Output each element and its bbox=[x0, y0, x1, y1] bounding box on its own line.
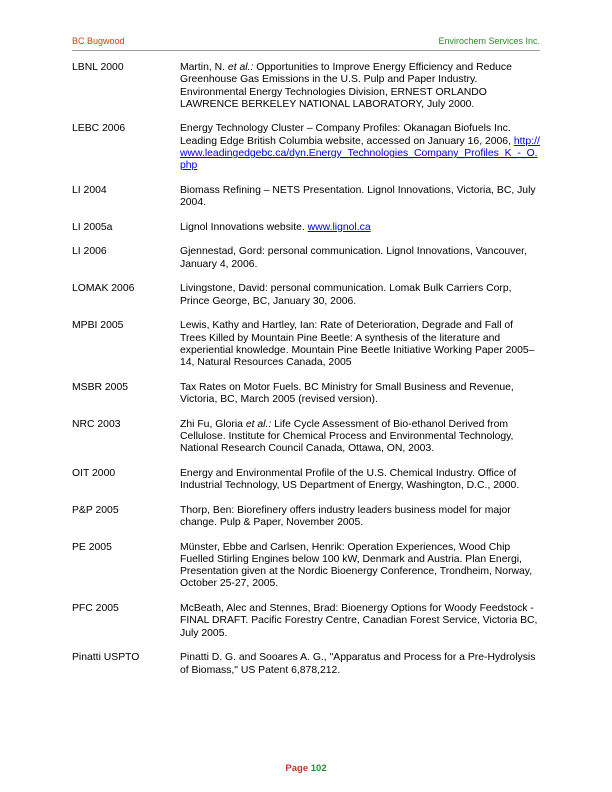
citation-text: Tax Rates on Motor Fuels. BC Ministry for Small Business and Revenue, Victoria, BC, March 2005 (revised version). bbox=[180, 381, 514, 406]
page-footer bbox=[0, 763, 612, 774]
page-header-right: Envirochem Services Inc. bbox=[438, 36, 540, 46]
reference-entry bbox=[72, 222, 540, 234]
reference-citation bbox=[180, 123, 540, 172]
reference-key: MSBR 2005 bbox=[72, 381, 129, 393]
citation-italic-text: et al.: bbox=[245, 418, 272, 430]
citation-italic-text: et al.: bbox=[227, 62, 254, 73]
reference-entry bbox=[72, 246, 540, 271]
reference-citation bbox=[180, 185, 540, 210]
reference-entry bbox=[72, 419, 540, 456]
citation-text: McBeath, Alec and Stennes, Brad: Bioenergy Options for Woody Feedstock - FINAL DRAFT. Pacific Forestry Centre, Canadian Forest Service, Victoria BC, July 2005. bbox=[180, 603, 538, 639]
reference-key: Pinatti USPTO bbox=[72, 652, 140, 664]
reference-entry bbox=[72, 62, 540, 111]
reference-entry bbox=[72, 320, 540, 369]
reference-citation bbox=[180, 652, 540, 677]
reference-list bbox=[72, 62, 540, 689]
reference-entry bbox=[72, 185, 540, 210]
reference-entry bbox=[72, 123, 540, 172]
citation-text: Pinatti D. G. and Sooares A. G., "Apparatus and Process for a Pre-Hydrolysis of Biomass," US Patent 6,878,212. bbox=[180, 652, 536, 676]
citation-text: Biomass Refining – NETS Presentation. Lignol Innovations, Victoria, BC, July 2004. bbox=[180, 184, 536, 209]
reference-entry bbox=[72, 542, 540, 591]
reference-key: LI 2004 bbox=[72, 184, 107, 196]
reference-citation bbox=[180, 419, 540, 456]
reference-citation bbox=[180, 505, 540, 530]
citation-text: Münster, Ebbe and Carlsen, Henrik: Operation Experiences, Wood Chip Fuelled Stirling Engines below 100 kW, Denmark and Austria. Plan Energi, Presentation given at the Nordic Bioenergy Conference, Trondheim, Norway, October 25-27, 2005. bbox=[180, 541, 533, 590]
reference-citation bbox=[180, 320, 540, 369]
page-label: Page bbox=[285, 763, 309, 774]
reference-citation bbox=[180, 382, 540, 407]
citation-text: Martin, N. bbox=[180, 62, 228, 73]
reference-link[interactable]: www.lignol.ca bbox=[307, 221, 371, 233]
reference-key: LEBC 2006 bbox=[72, 123, 126, 135]
citation-text: Gjennestad, Gord: personal communication. Lignol Innovations, Vancouver, January 4, 2006. bbox=[180, 246, 527, 270]
reference-key: PFC 2005 bbox=[72, 603, 119, 615]
reference-key: NRC 2003 bbox=[72, 418, 121, 430]
reference-citation bbox=[180, 603, 540, 640]
reference-citation bbox=[180, 542, 540, 591]
citation-text: Life Cycle Assessment of Bio-ethanol Derived from Cellulose. Institute for Chemical Process and Environmental Technology, National Research Council Canada, Ottawa, ON, 2003. bbox=[180, 418, 514, 455]
citation-text: Lignol Innovations website. bbox=[180, 221, 308, 233]
reference-link[interactable]: http://www.leadingedgebc.ca/dyn.Energy_Technologies_Company_Profiles_K_-_O.php bbox=[180, 135, 540, 172]
reference-citation bbox=[180, 222, 540, 234]
citation-text: Thorp, Ben: Biorefinery offers industry leaders business model for major change. Pulp & Paper, November 2005. bbox=[180, 504, 511, 528]
page-number: 102 bbox=[310, 763, 327, 774]
reference-citation bbox=[180, 283, 540, 308]
citation-text: Zhi Fu, Gloria bbox=[180, 418, 246, 430]
reference-key: P&P 2005 bbox=[72, 504, 119, 516]
reference-citation bbox=[180, 62, 540, 111]
reference-key: OIT 2000 bbox=[72, 467, 116, 479]
reference-entry bbox=[72, 283, 540, 308]
reference-key: LI 2005a bbox=[72, 221, 113, 233]
citation-text: Lewis, Kathy and Hartley, Ian: Rate of Deterioration, Degrade and Fall of Trees Killed by Mountain Pine Beetle: A synthesis of the literature and experiential knowledge. Mountain Pine Beetle Initiative Working Paper 2005–14, Natural Resources Canada, 2005 bbox=[180, 320, 535, 369]
reference-key: LOMAK 2006 bbox=[72, 283, 135, 295]
reference-key: MPBI 2005 bbox=[72, 320, 124, 332]
citation-text: Energy Technology Cluster – Company Profiles: Okanagan Biofuels Inc. Leading Edge British Columbia website, accessed on January 16, 2006, bbox=[180, 123, 514, 147]
header-divider bbox=[72, 50, 540, 51]
reference-key: LBNL 2000 bbox=[72, 62, 124, 73]
reference-entry bbox=[72, 603, 540, 640]
reference-entry bbox=[72, 652, 540, 677]
citation-text: Opportunities to Improve Energy Efficiency and Reduce Greenhouse Gas Emissions in the U.S. Pulp and Paper Industry. Environmental Energy Technologies Division, ERNEST ORLANDO LAWRENCE BERKELEY NATIONAL LABORATORY, July 2000. bbox=[180, 62, 512, 110]
reference-entry bbox=[72, 468, 540, 493]
reference-key: PE 2005 bbox=[72, 541, 112, 553]
reference-entry bbox=[72, 382, 540, 407]
reference-citation bbox=[180, 246, 540, 271]
reference-entry bbox=[72, 505, 540, 530]
page-header-left: BC Bugwood bbox=[72, 36, 125, 46]
reference-key: LI 2006 bbox=[72, 246, 107, 258]
citation-text: Livingstone, David: personal communication. Lomak Bulk Carriers Corp, Prince George, BC, January 30, 2006. bbox=[180, 283, 512, 307]
reference-citation bbox=[180, 468, 540, 493]
citation-text: Energy and Environmental Profile of the U.S. Chemical Industry. Office of Industrial Technology, US Department of Energy, Washington, D.C., 2000. bbox=[180, 467, 520, 492]
